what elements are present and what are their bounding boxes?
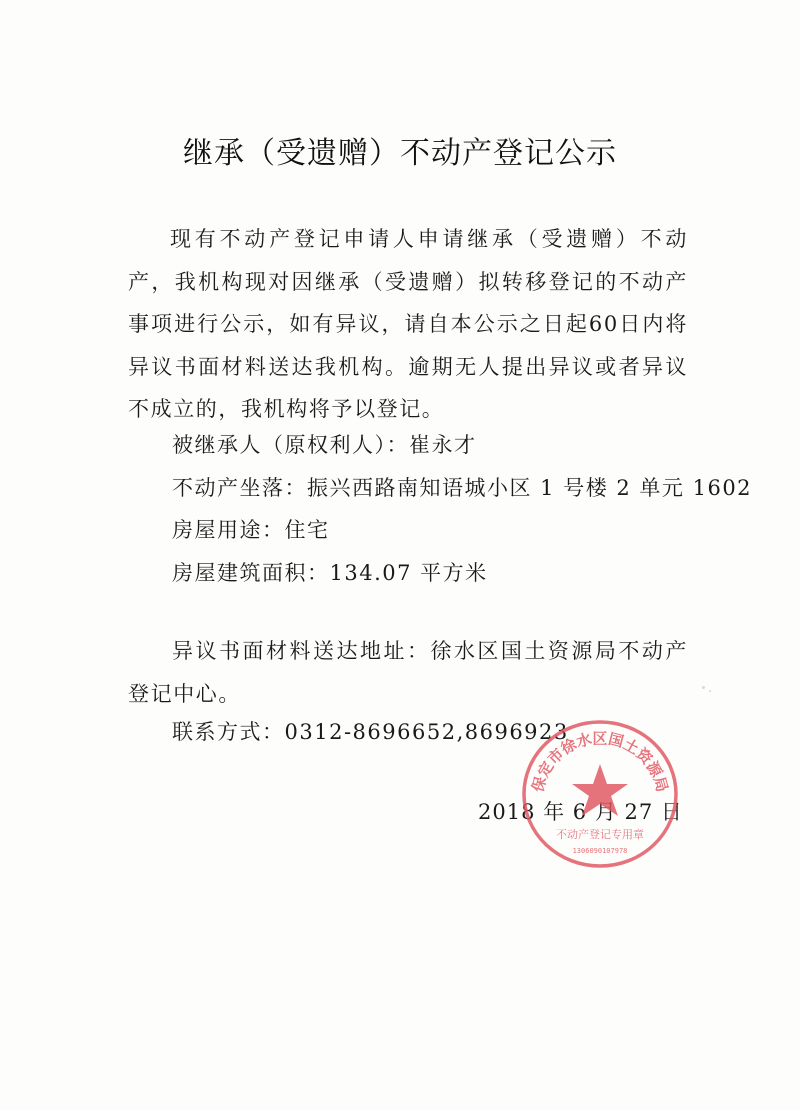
area-line: 房屋建筑面积：134.07 平方米: [172, 561, 488, 585]
notice-paragraph: 现有不动产登记申请人申请继承（受遗赠）不动产，我机构现对因继承（受遗赠）拟转移登记的不动产事项进行公示，如有异议，请自本公示之日起60日内将异议书面材料送达我机构。逾期无人提出异议或者异议不成立的，我机构将予以登记。: [128, 227, 688, 421]
scan-speck: [709, 690, 711, 692]
seal-star-icon: [572, 764, 628, 816]
contact-line: 联系方式：0312-8696652,8696923: [172, 720, 569, 744]
location-line: 不动产坐落：振兴西路南知语城小区 1 号楼 2 单元 1602: [172, 476, 753, 500]
notice-date: 2018 年 6 月 27 日: [478, 800, 683, 824]
decedent-line: 被继承人（原权利人）：崔永才: [172, 433, 477, 457]
objection-address: 异议书面材料送达地址：徐水区国土资源局不动产登记中心。: [128, 639, 688, 706]
usage-line: 房屋用途：住宅: [172, 518, 330, 542]
seal-inner-text: 不动产登记专用章: [556, 828, 644, 841]
seal-outer-textpath: 保定市徐水区国土资源局: [528, 729, 672, 794]
seal-serial: 1306090107978: [572, 847, 628, 855]
official-seal: [515, 712, 685, 872]
document-title: 继承（受遗赠）不动产登记公示: [183, 136, 617, 171]
scan-speck: [702, 686, 705, 689]
